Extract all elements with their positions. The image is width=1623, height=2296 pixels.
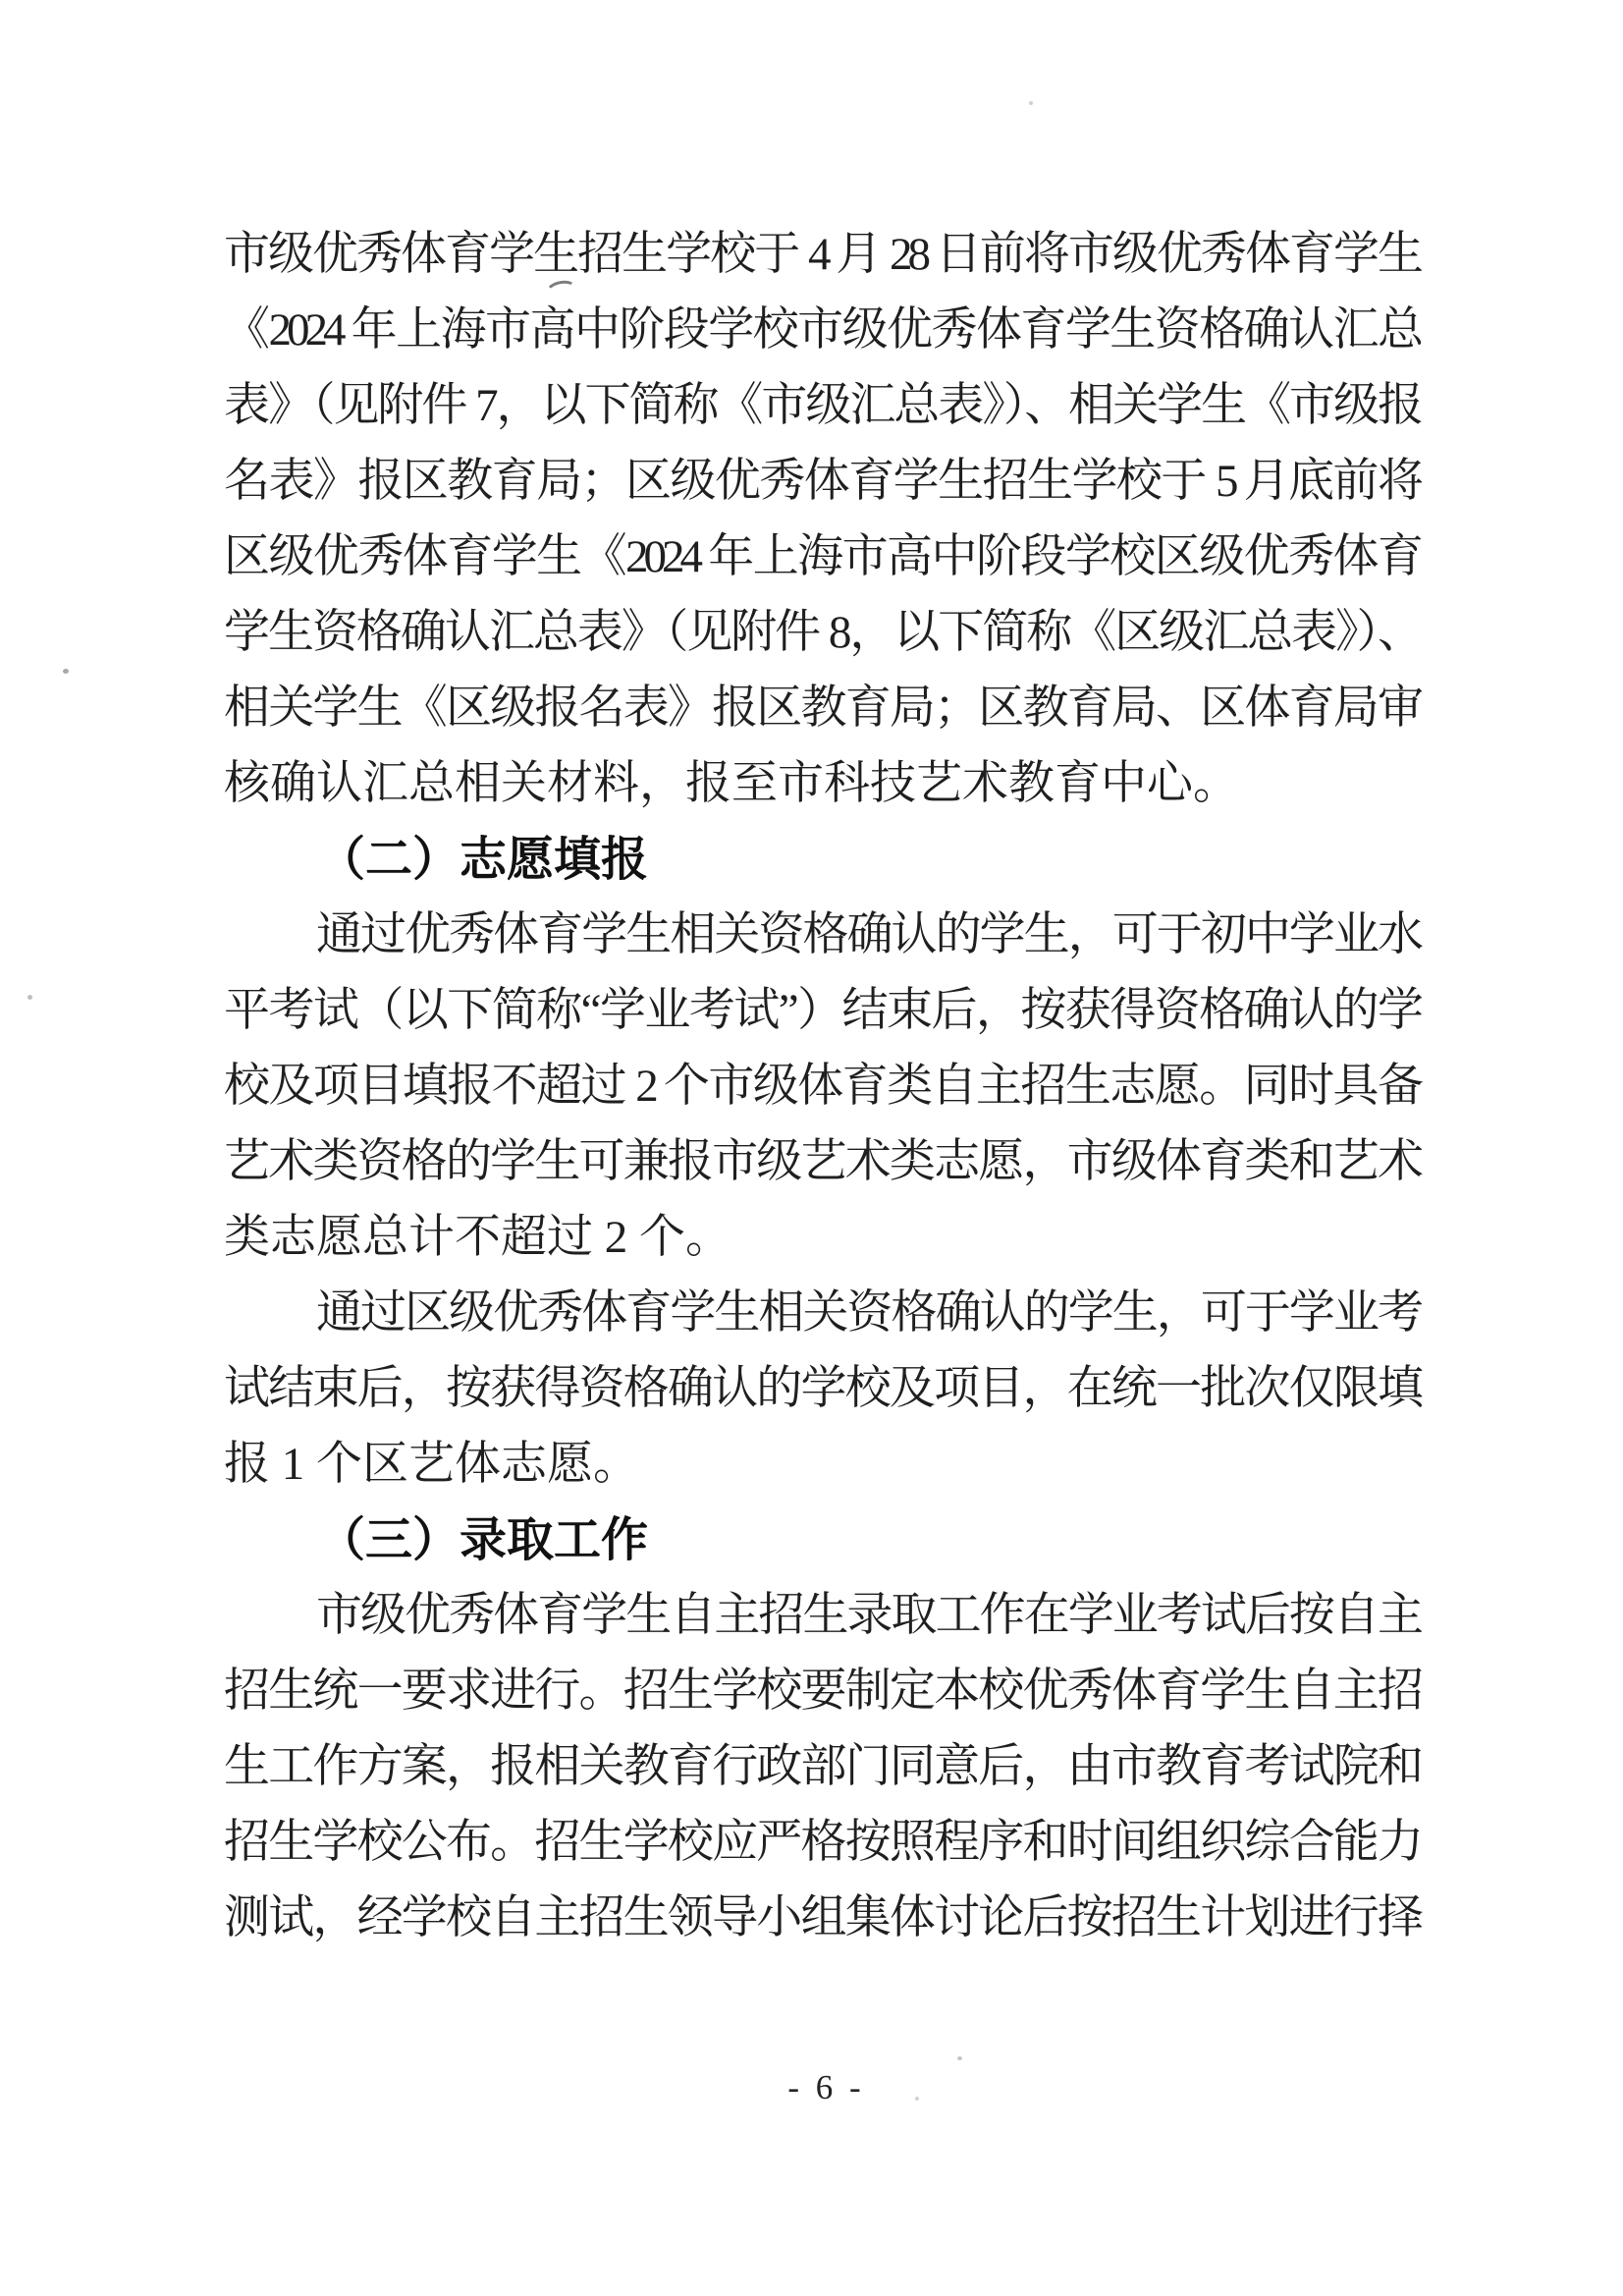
text-line: 校及项目填报不超过 2 个市级体育类自主招生志愿。同时具备 [224,1061,1419,1112]
scan-artifact-dot [1029,101,1033,105]
scan-artifact-dot [27,995,32,1000]
scan-artifact-dot [957,2056,962,2060]
text-line: 招生学校公布。招生学校应严格按照程序和时间组织综合能力 [224,1817,1419,1868]
section-heading: （三）录取工作 [318,1514,649,1566]
text-line: 招生统一要求进行。招生学校要制定本校优秀体育学生自主招 [224,1666,1419,1717]
document-body [224,217,1419,1956]
text-line: 通过优秀体育学生相关资格确认的学生，可于初中学业水 [316,909,1419,960]
text-line: 艺术类资格的学生可兼报市级艺术类志愿，市级体育类和艺术 [224,1136,1419,1187]
text-line: 表》（见附件 7，以下简称《市级汇总表》）、相关学生《市级报 [224,380,1419,431]
scan-artifact-dot [63,669,69,674]
text-line: 《2024 年上海市高中阶段学校市级优秀体育学生资格确认汇总 [224,304,1419,355]
text-line: 生工作方案，报相关教育行政部门同意后，由市教育考试院和 [224,1741,1419,1792]
text-line: 市级优秀体育学生自主招生录取工作在学业考试后按自主 [316,1590,1419,1641]
text-line: 通过区级优秀体育学生相关资格确认的学生，可于学业考 [316,1287,1419,1339]
text-line: 试结束后，按获得资格确认的学校及项目，在统一批次仅限填 [224,1363,1419,1414]
text-line: 测试，经学校自主招生领导小组集体讨论后按招生计划进行择 [224,1892,1419,1943]
text-line: 报 1 个区艺体志愿。 [224,1439,639,1490]
text-line: 学生资格确认汇总表》（见附件 8，以下简称《区级汇总表》）、 [224,607,1419,658]
text-line: 平考试（以下简称“学业考试”）结束后，按获得资格确认的学 [224,985,1419,1036]
text-line: 核确认汇总相关材料，报至市科技艺术教育中心。 [224,758,1239,809]
text-line: 区级优秀体育学生《2024 年上海市高中阶段学校区级优秀体育 [224,531,1419,582]
page-number: - 6 - [787,2068,865,2106]
text-line: 相关学生《区级报名表》报区教育局；区教育局、区体育局审 [224,683,1419,734]
section-heading: （二）志愿填报 [318,834,649,886]
scan-artifact-dot [915,2097,919,2101]
text-line: 市级优秀体育学生招生学校于 4 月 28 日前将市级优秀体育学生 [224,229,1419,280]
text-line: 类志愿总计不超过 2 个。 [224,1212,731,1263]
text-line: 名表》报区教育局；区级优秀体育学生招生学校于 5 月底前将 [224,456,1419,507]
